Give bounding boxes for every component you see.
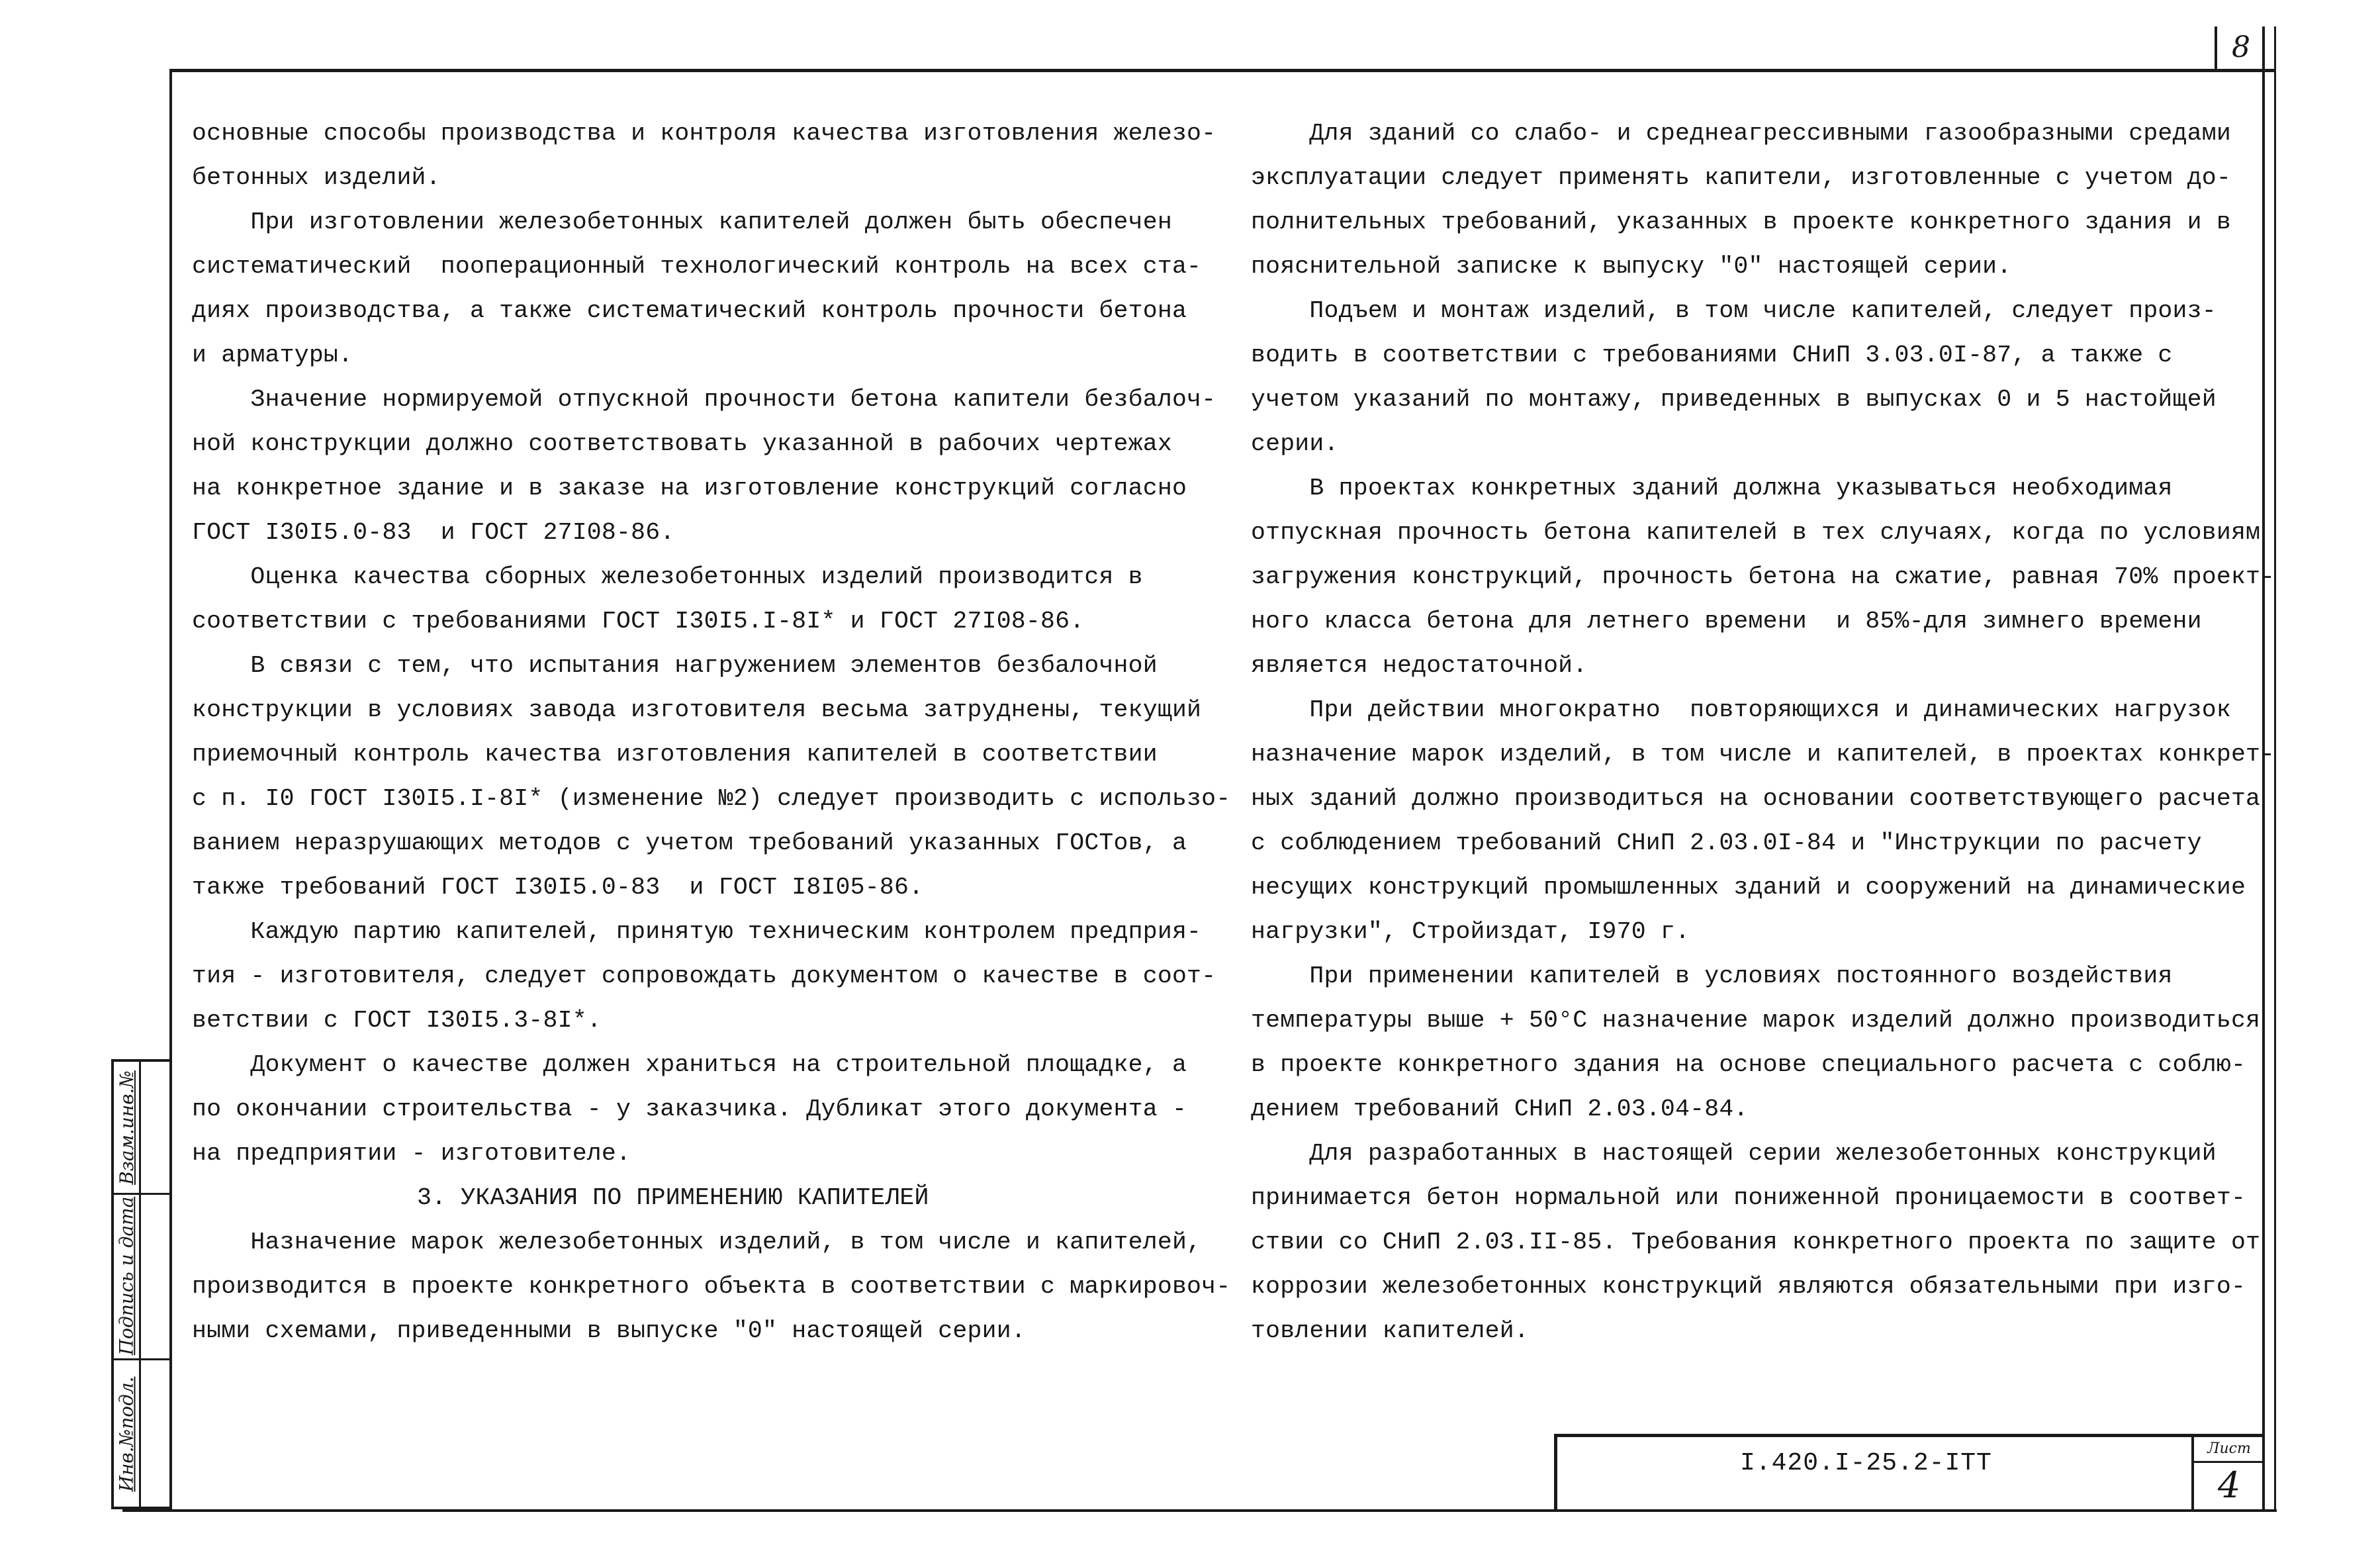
text-line: ных зданий должно производиться на основании соответствующего расчета bbox=[1251, 785, 2261, 812]
text-line: Для разработанных в настоящей серии железобетонных конструкций bbox=[1251, 1140, 2217, 1167]
text-line: При применении капителей в условиях постоянного воздействия bbox=[1251, 962, 2173, 990]
text-line: в проекте конкретного здания на основе специального расчета с соблю- bbox=[1251, 1051, 2246, 1078]
section-heading: 3. УКАЗАНИЯ ПО ПРИМЕНЕНИЮ КАПИТЕЛЕЙ bbox=[417, 1184, 929, 1211]
text-line: ГОСТ I30I5.0-83 и ГОСТ 27I08-86. bbox=[192, 519, 675, 546]
text-line: ного класса бетона для летнего времени и 85%-для зимнего времени bbox=[1251, 608, 2202, 635]
text-line: В проектах конкретных зданий должна указываться необходимая bbox=[1251, 475, 2173, 502]
sheet-number: 4 bbox=[2217, 1464, 2241, 1506]
text-line: Каждую партию капителей, принятую техническим контролем предприя- bbox=[192, 918, 1202, 945]
text-line: ветствии с ГОСТ I30I5.3-8I*. bbox=[192, 1007, 602, 1034]
text-line: ванием неразрушающих методов с учетом требований указанных ГОСТов, а bbox=[192, 829, 1187, 857]
text-line: товлении капителей. bbox=[1251, 1317, 1529, 1344]
corner-page-number: 8 bbox=[2232, 30, 2250, 64]
frame-bottom-border bbox=[122, 1509, 2277, 1512]
text-line: загружения конструкций, прочность бетона на сжатие, равная 70% проект- bbox=[1251, 563, 2275, 590]
text-line: коррозии железобетонных конструкций являются обязательными при изго- bbox=[1251, 1273, 2246, 1300]
sheet-box bbox=[2191, 1437, 2264, 1510]
text-line: назначение марок изделий, в том числе и капителей, в проектах конкрет- bbox=[1251, 741, 2275, 768]
stamp-cell bbox=[114, 1062, 139, 1193]
text-line: Оценка качества сборных железобетонных изделий производится в bbox=[192, 563, 1143, 590]
text-line: бетонных изделий. bbox=[192, 164, 441, 191]
frame-right-inner-border bbox=[2274, 26, 2276, 1511]
text-line: дением требований СНиП 2.03.04-84. bbox=[1251, 1096, 1749, 1123]
text-line: При изготовлении железобетонных капителей должен быть обеспечен bbox=[192, 209, 1172, 236]
frame-top-border bbox=[171, 69, 2275, 72]
right-text-column bbox=[1251, 111, 2275, 1353]
text-line: диях производства, а также систематический контроль прочности бетона bbox=[192, 297, 1187, 324]
stamp-cell bbox=[114, 1358, 139, 1509]
stamp-label-inventory: Инв.№подл. bbox=[115, 1376, 138, 1491]
sheet-label: Лист bbox=[2194, 1437, 2264, 1463]
text-line: и арматуры. bbox=[192, 342, 353, 369]
text-line: на конкретное здание и в заказе на изготовление конструкций согласно bbox=[192, 475, 1187, 502]
text-line: водить в соответствии с требованиями СНиП 3.03.0I-87, а также с bbox=[1251, 342, 2173, 369]
document-code: I.420.I-25.2-ITT bbox=[1740, 1449, 1992, 1477]
text-line: производится в проекте конкретного объекта в соответствии с маркировоч- bbox=[192, 1273, 1231, 1300]
text-line: несущих конструкций промышленных зданий и сооружений на динамические bbox=[1251, 874, 2246, 901]
text-line: пояснительной записке к выпуску "0" настоящей серии. bbox=[1251, 253, 2012, 280]
stamp-label-signature-date: Подпись и дата bbox=[115, 1196, 138, 1355]
text-line: с соблюдением требований СНиП 2.03.0I-84 и "Инструкции по расчету bbox=[1251, 829, 2202, 857]
text-line: При действии многократно повторяющихся и динамических нагрузок bbox=[1251, 696, 2231, 724]
text-line: Документ о качестве должен храниться на строительной площадке, а bbox=[192, 1051, 1187, 1078]
frame-right-border bbox=[2262, 26, 2265, 1511]
title-block bbox=[1554, 1434, 2262, 1509]
text-line: на предприятии - изготовителе. bbox=[192, 1140, 631, 1167]
text-line: ной конструкции должно соответствовать указанной в рабочих чертежах bbox=[192, 430, 1172, 457]
text-line: нагрузки", Стройиздат, I970 г. bbox=[1251, 918, 1690, 945]
text-line: основные способы производства и контроля качества изготовления железо- bbox=[192, 120, 1216, 147]
text-line: является недостаточной. bbox=[1251, 652, 1588, 679]
text-line: температуры выше + 50°С назначение марок изделий должно производиться bbox=[1251, 1007, 2261, 1034]
text-line: принимается бетон нормальной или пониженной проницаемости в соответ- bbox=[1251, 1184, 2246, 1211]
margin-stamp bbox=[111, 1059, 172, 1509]
text-line: ными схемами, приведенными в выпуске "0" настоящей серии. bbox=[192, 1317, 1026, 1344]
corner-page-number-box bbox=[2215, 26, 2265, 69]
text-line: полнительных требований, указанных в проекте конкретного здания и в bbox=[1251, 209, 2231, 236]
stamp-divider bbox=[139, 1062, 141, 1507]
text-line: соответствии с требованиями ГОСТ I30I5.I-8I* и ГОСТ 27I08-86. bbox=[192, 608, 1085, 635]
text-line: серии. bbox=[1251, 430, 1339, 457]
text-line: по окончании строительства - у заказчика. Дубликат этого документа - bbox=[192, 1096, 1187, 1123]
text-line: Назначение марок железобетонных изделий, в том числе и капителей, bbox=[192, 1229, 1202, 1256]
text-line: с п. I0 ГОСТ I30I5.I-8I* (изменение №2) следует производить с использо- bbox=[192, 785, 1231, 812]
text-line: эксплуатации следует применять капители, изготовленные с учетом до- bbox=[1251, 164, 2231, 191]
text-line: Для зданий со слабо- и среднеагрессивными газообразными средами bbox=[1251, 120, 2231, 147]
stamp-label-vzam: Взам.инв.№ bbox=[115, 1070, 138, 1185]
text-line: Подъем и монтаж изделий, в том числе капителей, следует произ- bbox=[1251, 297, 2217, 324]
text-line: Значение нормируемой отпускной прочности бетона капители безбалоч- bbox=[192, 386, 1216, 413]
stamp-cell bbox=[114, 1193, 139, 1358]
text-line: В связи с тем, что испытания нагружением элементов безбалочной bbox=[192, 652, 1158, 679]
text-line: также требований ГОСТ I30I5.0-83 и ГОСТ I8I05-86. bbox=[192, 874, 924, 901]
text-line: учетом указаний по монтажу, приведенных в выпусках 0 и 5 настойщей bbox=[1251, 386, 2217, 413]
text-line: тия - изготовителя, следует сопровождать документом о качестве в соот- bbox=[192, 962, 1216, 990]
text-line: систематический пооперационный технологический контроль на всех ста- bbox=[192, 253, 1202, 280]
text-line: приемочный контроль качества изготовления капителей в соответствии bbox=[192, 741, 1158, 768]
text-line: ствии со СНиП 2.03.II-85. Требования конкретного проекта по защите от bbox=[1251, 1229, 2261, 1256]
left-text-column bbox=[192, 111, 1231, 1353]
text-line: отпускная прочность бетона капителей в тех случаях, когда по условиям bbox=[1251, 519, 2261, 546]
text-line: конструкции в условиях завода изготовителя весьма затруднены, текущий bbox=[192, 696, 1202, 724]
